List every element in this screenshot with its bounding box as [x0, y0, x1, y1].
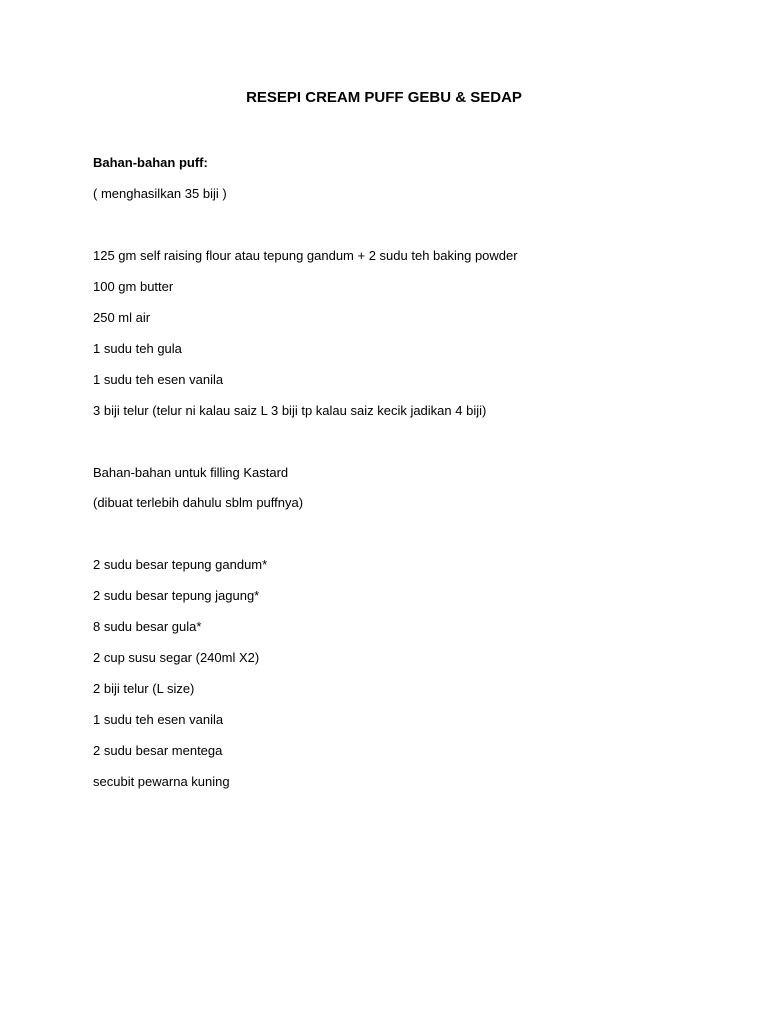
- filling-ingredient: 2 sudu besar tepung gandum*: [93, 557, 268, 572]
- filling-ingredient: 1 sudu teh esen vanila: [93, 712, 224, 727]
- filling-ingredient: secubit pewarna kuning: [93, 774, 230, 789]
- filling-ingredient: 2 sudu besar mentega: [93, 743, 223, 758]
- puff-ingredient: 1 sudu teh esen vanila: [93, 372, 224, 387]
- filling-heading: Bahan-bahan untuk filling Kastard: [93, 465, 289, 480]
- puff-ingredient: 100 gm butter: [93, 279, 174, 294]
- filling-ingredient: 2 cup susu segar (240ml X2): [93, 650, 260, 665]
- filling-note: (dibuat terlebih dahulu sblm puffnya): [93, 495, 304, 510]
- document-title: RESEPI CREAM PUFF GEBU & SEDAP: [246, 89, 522, 106]
- puff-yield: ( menghasilkan 35 biji ): [93, 186, 227, 201]
- filling-ingredient: 2 sudu besar tepung jagung*: [93, 588, 260, 603]
- filling-ingredient: 8 sudu besar gula*: [93, 619, 202, 634]
- puff-ingredient: 250 ml air: [93, 310, 151, 325]
- puff-ingredient: 1 sudu teh gula: [93, 341, 182, 356]
- puff-ingredient: 3 biji telur (telur ni kalau saiz L 3 biji tp kalau saiz kecik jadikan 4 biji): [93, 403, 487, 418]
- filling-ingredient: 2 biji telur (L size): [93, 681, 195, 696]
- puff-ingredient: 125 gm self raising flour atau tepung gandum + 2 sudu teh baking powder: [93, 248, 518, 263]
- puff-heading: Bahan-bahan puff:: [93, 155, 208, 170]
